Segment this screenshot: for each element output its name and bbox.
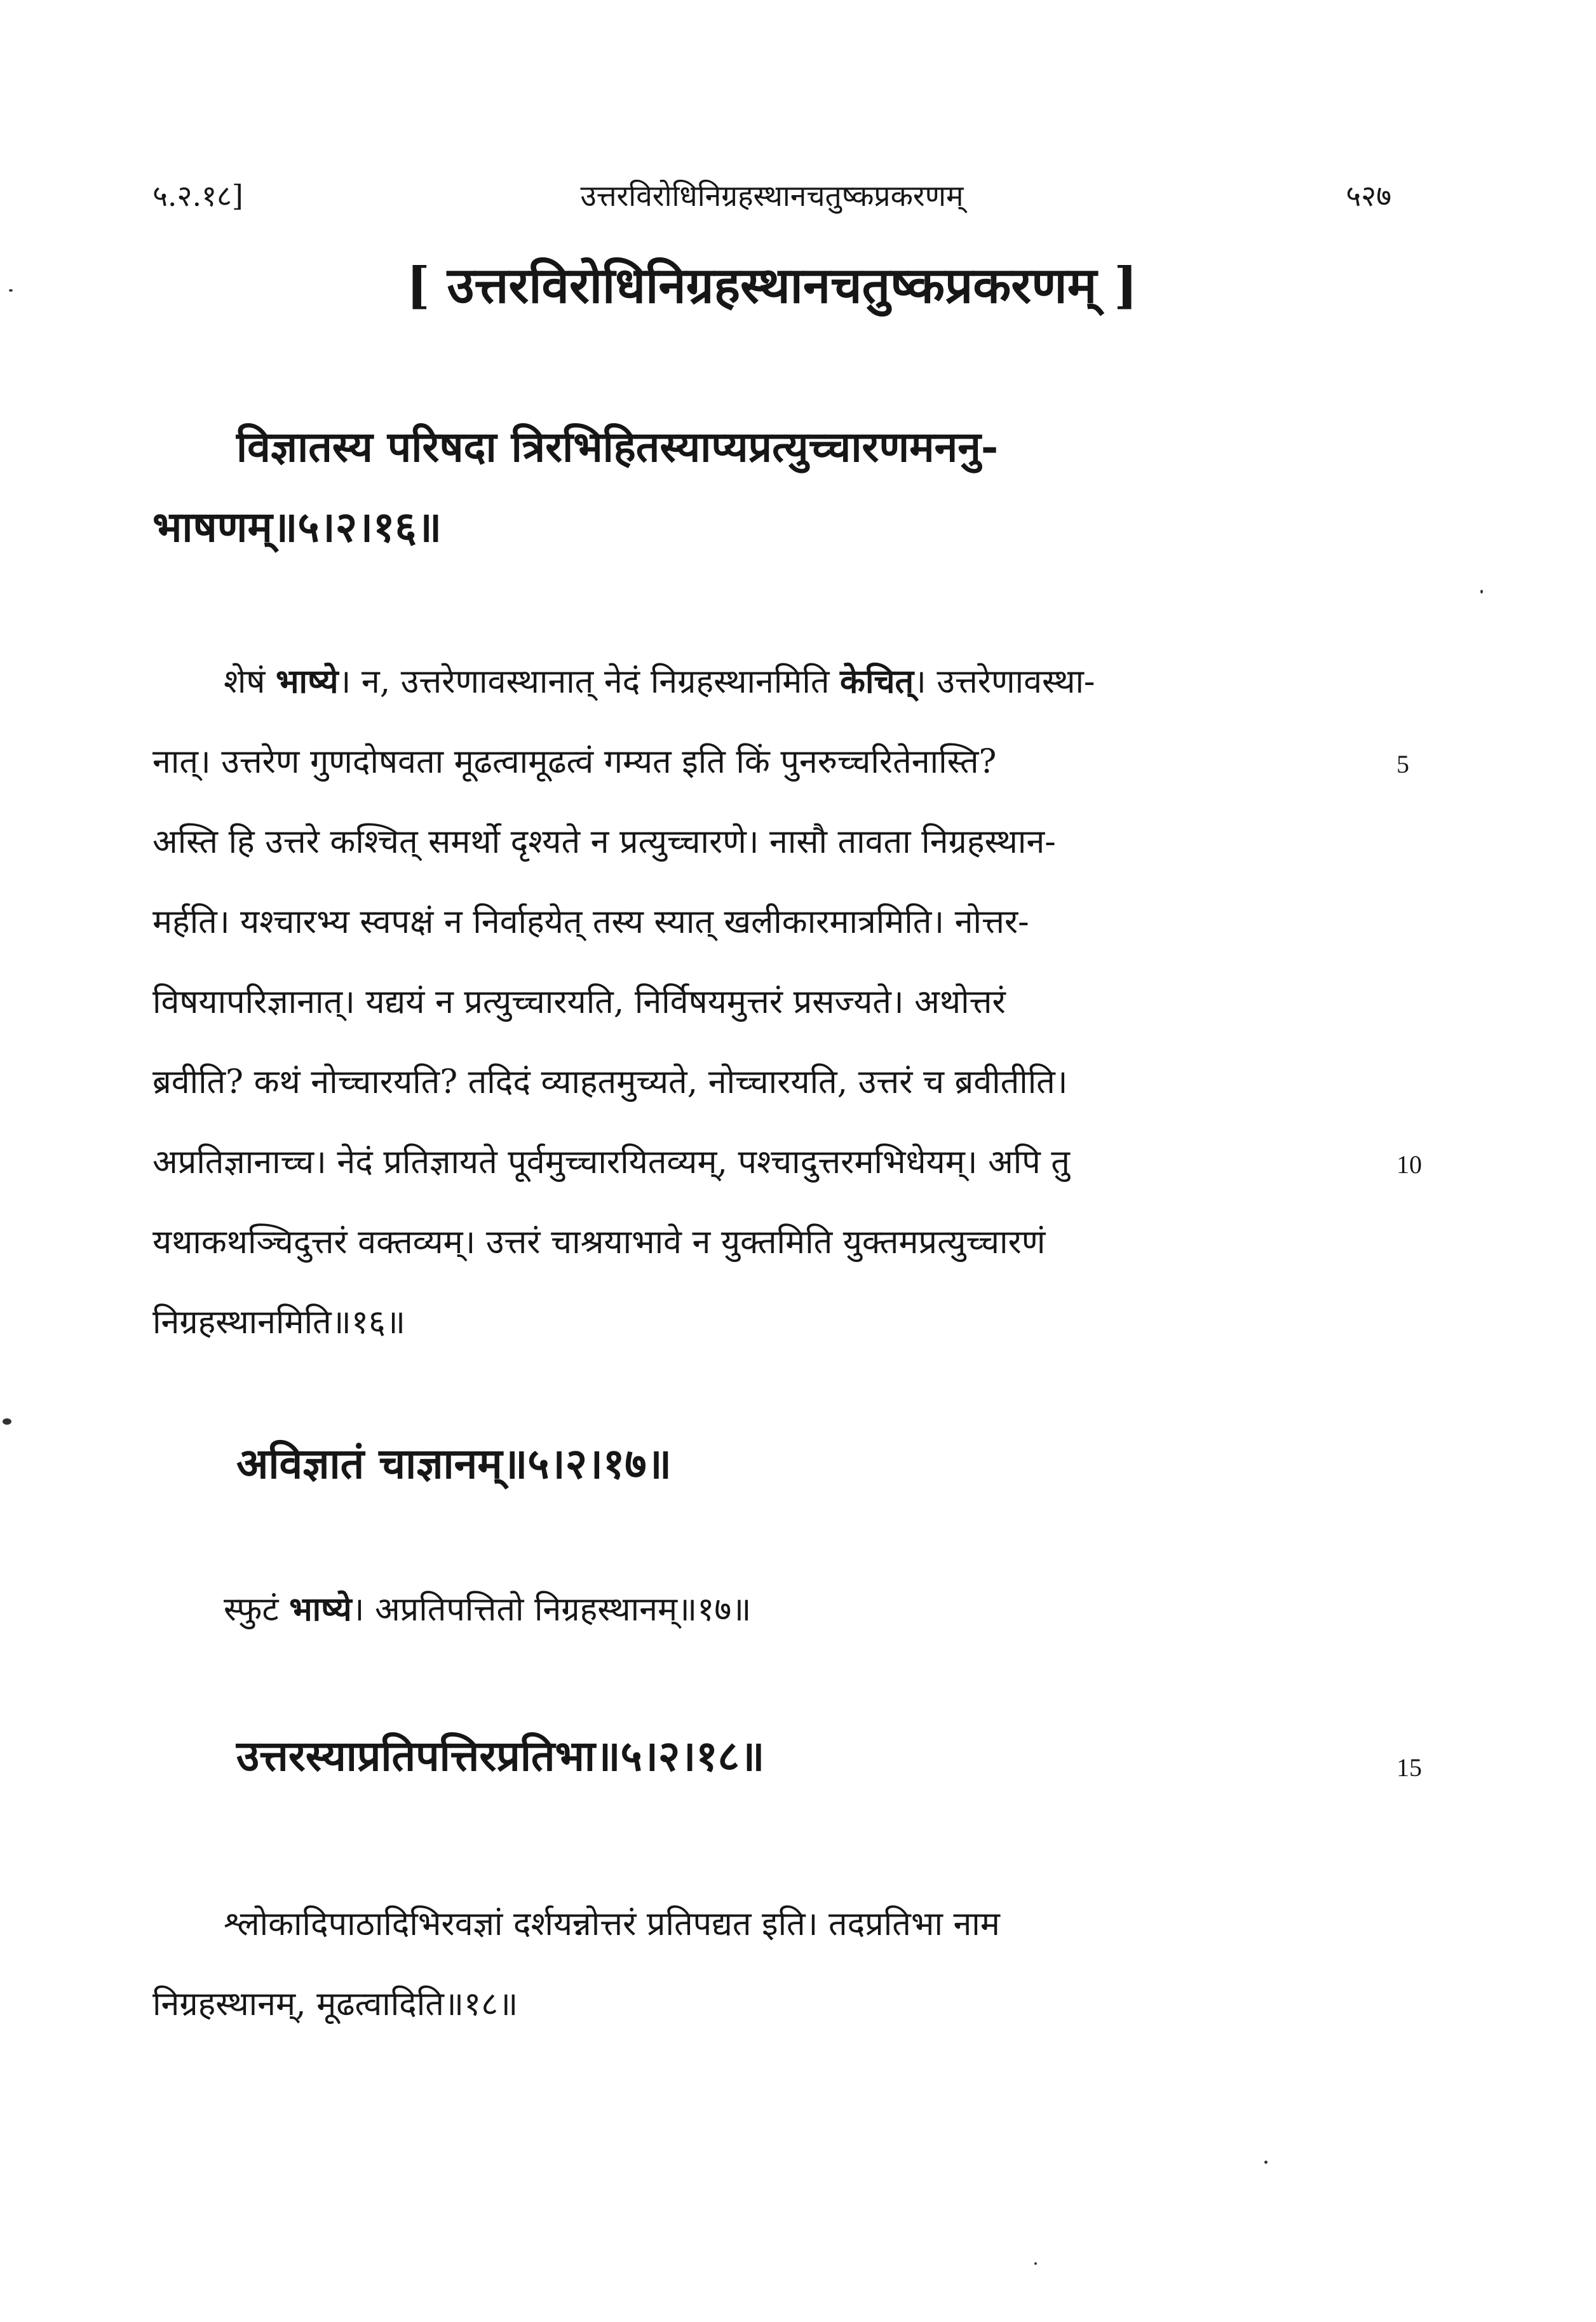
scan-speck bbox=[1034, 2262, 1037, 2265]
commentary-18 bbox=[152, 1884, 1347, 2044]
commentary-16-line-4: मर्हति। यश्चारभ्य स्वपक्षं न निर्वाहयेत् तस्य स्यात् खलीकारमात्रमिति। नोत्तर- bbox=[152, 903, 1029, 941]
running-title: उत्तरविरोधिनिग्रहस्थानचतुष्कप्रकरणम् bbox=[580, 179, 964, 213]
sutra-18 bbox=[152, 1716, 1347, 1796]
page-number: ५२७ bbox=[1346, 179, 1391, 213]
text-run: शेषं bbox=[224, 663, 276, 701]
sutra-16-line-2: भाषणम्॥५।२।१६॥ bbox=[152, 502, 442, 552]
bold-term-bhashye: भाष्ये bbox=[275, 662, 339, 701]
commentary-18-line-1: श्लोकादिपाठादिभिरवज्ञां दर्शयन्नोत्तरं प्रतिपद्यत इति। तदप्रतिभा नाम bbox=[224, 1905, 1000, 1943]
running-head bbox=[152, 170, 1391, 221]
commentary-16-line-6: ब्रवीति? कथं नोच्चारयति? तदिदं व्याहतमुच्यते, नोच्चारयति, उत्तरं च ब्रवीतीति। bbox=[152, 1063, 1068, 1101]
text-run: । अप्रतिपत्तितो निग्रहस्थानम्॥१७॥ bbox=[351, 1591, 752, 1629]
bold-term-kechit: केचित् bbox=[840, 662, 914, 701]
commentary-16-line-3: अस्ति हि उत्तरे कश्चित् समर्थो दृश्यते न प्रत्युच्चारणे। नासौ तावता निग्रहस्थान- bbox=[152, 823, 1056, 861]
scan-speck bbox=[3, 1418, 11, 1425]
scan-speck bbox=[1480, 590, 1483, 594]
sutra-18-line: उत्तरस्याप्रतिपत्तिरप्रतिभा॥५।२।१८॥ bbox=[236, 1731, 765, 1781]
sutra-17 bbox=[152, 1423, 1347, 1504]
commentary-16-line-9: निग्रहस्थानमिति॥१६॥ bbox=[152, 1303, 406, 1341]
line-number-15: 15 bbox=[1396, 1753, 1422, 1782]
section-heading: [ उत्तरविरोधिनिग्रहस्थानचतुष्कप्रकरणम् ] bbox=[406, 257, 1138, 315]
text-run: । न, उत्तरेणावस्थानात् नेदं निग्रहस्थानमिति bbox=[338, 663, 841, 701]
commentary-16-line-5: विषयापरिज्ञानात्। यद्ययं न प्रत्युच्चारयति, निर्विषयमुत्तरं प्रसज्यते। अथोत्तरं bbox=[152, 983, 1006, 1021]
commentary-17 bbox=[152, 1570, 1347, 1650]
sutra-16 bbox=[152, 407, 1347, 567]
commentary-17-line bbox=[152, 1570, 1347, 1650]
commentary-16-line-8: यथाकथञ्चिदुत्तरं वक्तव्यम्। उत्तरं चाश्रयाभावे न युक्तमिति युक्तमप्रत्युच्चारणं bbox=[152, 1223, 1046, 1261]
commentary-18-line-2: निग्रहस्थानम्, मूढत्वादिति॥१८॥ bbox=[152, 1985, 518, 2023]
bold-term-bhashye: भाष्ये bbox=[289, 1590, 352, 1629]
line-number-10: 10 bbox=[1396, 1150, 1422, 1179]
section-reference: ५.२.१८] bbox=[152, 179, 243, 213]
commentary-16-line-2: नात्। उत्तरेण गुणदोषवता मूढत्वामूढत्वं गम्यत इति किं पुनरुच्चरितेनास्ति? bbox=[152, 743, 997, 781]
text-run: । उत्तरेणावस्था- bbox=[914, 663, 1095, 701]
line-number-5: 5 bbox=[1396, 750, 1409, 778]
commentary-16-line-7: अप्रतिज्ञानाच्च। नेदं प्रतिज्ञायते पूर्वमुच्चारयितव्यम्, पश्चादुत्तरमभिधेयम्। अपि तु bbox=[152, 1143, 1070, 1181]
commentary-16 bbox=[152, 642, 1347, 1362]
text-run: स्फुटं bbox=[224, 1591, 290, 1629]
sutra-17-line: अविज्ञातं चाज्ञानम्॥५।२।१७॥ bbox=[236, 1439, 672, 1488]
commentary-16-line-1 bbox=[152, 642, 1347, 722]
sutra-16-line-1: विज्ञातस्य परिषदा त्रिरभिहितस्याप्यप्रत्युच्चारणमननु- bbox=[236, 422, 999, 472]
scan-speck bbox=[9, 289, 13, 292]
scan-speck bbox=[1264, 2161, 1268, 2164]
